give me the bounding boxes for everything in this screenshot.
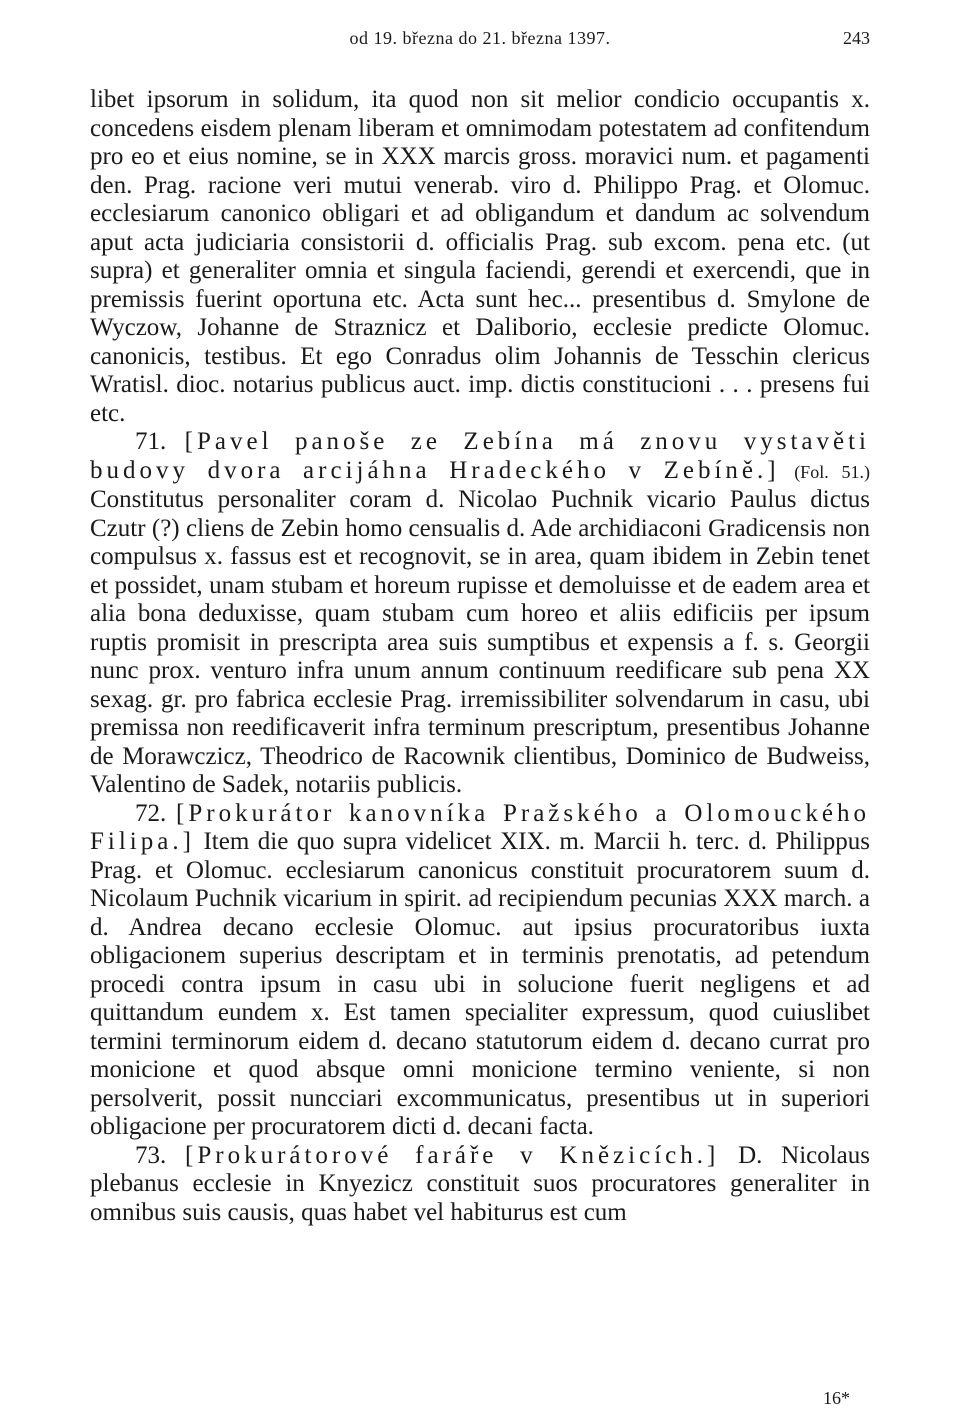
paragraph-text: libet ipsorum in solidum, ita quod non sit melior condicio occupantis x. concedens eisdem plenam liberam et omnimodam potestatem ad confitendum pro eo et eius nomine, se in XXX marcis gross. moravici num. et pagamenti den. Prag. racione veri mutui venerab. viro d. Philippo Prag. et Olomuc. ecclesiarum canonico obligari et ad obligandum et dandum ac solvendum aput acta judiciaria consistorii d. officialis Prag. sub excom. pena etc. (ut supra) et generaliter omnia et singula faciendi, gerendi et exercendi, que in premissis fuerint oportuna etc. Acta sunt hec... presentibus d. Smylone de Wyczow, Johanne de Straznicz et Daliborio, ecclesie predicte Olomuc. canonicis, testibus. Et ego Conradus olim Johannis de Tesschin clericus Wratisl. dioc. notarius publicus auct. imp. dictis constitucioni . . . presens fui etc.	[90, 86, 870, 427]
page-body	[90, 86, 870, 1227]
running-title: od 19. března do 21. března 1397.	[349, 28, 611, 48]
signature-mark: 16*	[823, 1388, 850, 1408]
entry-heading: [Prokurátor kanovníka Pražského a Olomouckého Filipa.]	[90, 799, 870, 855]
entry-number: 73.	[135, 1141, 167, 1169]
entry-heading: [Prokurátorové faráře v Knězicích.]	[185, 1141, 720, 1169]
page-header	[0, 28, 960, 52]
entry-text: D. Nicolaus plebanus ecclesie in Knyezicz constituit suos procuratores generaliter in omnibus suis causis, quas habet vel habiturus est cum	[90, 1141, 871, 1226]
entry-73	[90, 1142, 870, 1228]
entry-number: 72.	[135, 799, 167, 827]
entry-heading: [Pavel panoše ze Zebína má znovu vystavěti budovy dvora arcijáhna Hradeckého v Zebíně.]	[90, 428, 870, 484]
entry-number: 71.	[135, 428, 167, 455]
paragraph-continuation	[90, 86, 870, 428]
page-number: 243	[843, 28, 870, 48]
folio-reference: (Fol. 51.)	[794, 461, 871, 482]
entry-text: Item die quo supra videlicet XIX. m. Marcii h. terc. d. Philippus Prag. et Olomuc. ecclesiarum canonicus constituit procuratorem suum d. Nicolaum Puchnik vicarium in spirit. ad recipiendum pecunias XXX march. a d. Andrea decano ecclesie Olomuc. aut ipsius procuratoribus iuxta obligacionem superius descriptam et in terminis prenotatis, ad petendum procedi contra ipsum in casu ubi in solucione fuerit negligens et ad quittandum eundem x. Est tamen specialiter expressum, quod cuiuslibet termini terminorum eidem d. decano statutorum eidem d. decano currat pro monicione et quod absque omni monicione termino veniente, si non persolverit, possit nuncciari excommunicatus, presentibus ut in superiori obligacione per procuratorem dicti d. decani facta.	[90, 828, 871, 1140]
entry-text: Constitutus personaliter coram d. Nicolao Puchnik vicario Paulus dictus Czutr (?) cliens de Zebin homo censualis d. Ade archidiaconi Gradicensis non compulsus x. fassus est et recognovit, se in area, quam ibidem in Zebin tenet et possidet, unam stubam et horeum rupisse et demoluisse et de eadem area et alia bona deduxisse, quam stubam cum horeo et aliis edificiis per ipsum ruptis promisit in prescripta area suis sumptibus et expensis a f. s. Georgii nunc prox. venturo infra unum annum continuum reedificare sub pena XX sexag. gr. pro fabrica ecclesie Prag. irremissibiliter solvendarum in casu, ubi premissa non reedificaverit infra terminum prescriptum, presentibus Johanne de Morawczicz, Theodrico de Racownik clientibus, Dominico de Budweiss, Valentino de Sadek, notariis publicis.	[90, 486, 870, 798]
entry-71	[90, 428, 870, 800]
entry-72	[90, 800, 870, 1142]
